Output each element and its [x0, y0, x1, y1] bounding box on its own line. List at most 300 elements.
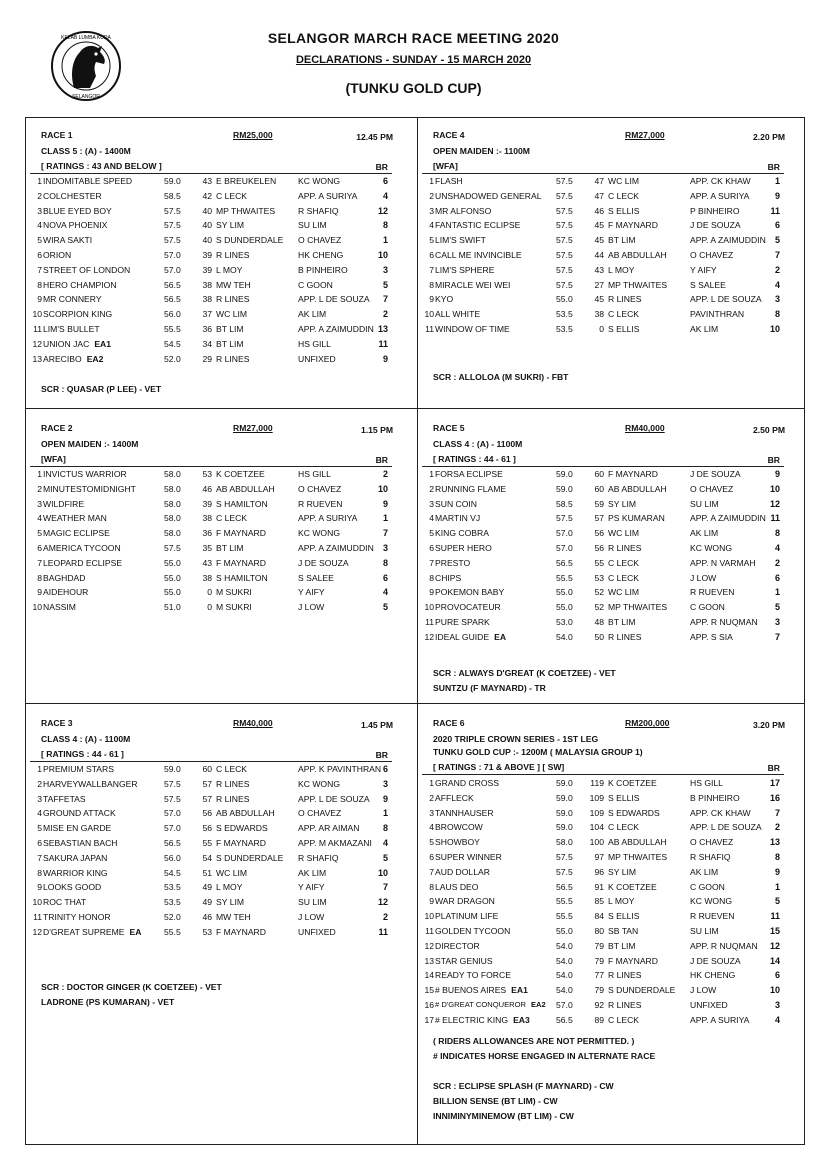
rating: 60 [202, 764, 212, 774]
trainer: SU LIM [690, 925, 719, 936]
runner-row [26, 220, 398, 235]
trainer: C GOON [298, 279, 333, 290]
race-number: RACE 6 [433, 718, 465, 728]
horse-name [435, 499, 477, 509]
runner-row [418, 970, 790, 985]
horse-name [43, 897, 86, 907]
trainer: APP. S SIA [690, 631, 733, 642]
horse-name [435, 324, 510, 334]
runner-row [418, 324, 790, 339]
horse-name-text: ARECIBO [43, 353, 82, 364]
runner-row [418, 220, 790, 235]
horse-name [435, 602, 501, 612]
jockey: S DUNDERDALE [216, 852, 284, 863]
horse-name [435, 822, 483, 832]
weight: 53.5 [164, 897, 181, 908]
horse-name [435, 528, 489, 538]
runner-row [26, 484, 398, 499]
horse-name [435, 573, 461, 583]
runner-row [418, 867, 790, 882]
runner-number: 8 [429, 279, 434, 290]
scratchings-notes [41, 982, 222, 1012]
jockey: C LECK [216, 764, 248, 774]
weight: 56.5 [556, 881, 573, 892]
rating: 38 [202, 294, 212, 305]
weight: 59.0 [556, 792, 573, 803]
horse-name [435, 587, 504, 597]
weight: 55.5 [164, 323, 181, 334]
horse-name-text: SEBASTIAN BACH [43, 837, 118, 848]
jockey: MW TEH [216, 279, 251, 290]
runner-row [418, 911, 790, 926]
runner-number: 1 [429, 176, 434, 186]
trainer: APP. A ZAIMUDDIN [298, 323, 374, 334]
note-line: ( RIDERS ALLOWANCES ARE NOT PERMITTED. ) [433, 1036, 635, 1046]
barrier-draw: 13 [377, 323, 388, 334]
horse-name-text: # ELECTRIC KING [435, 1014, 509, 1025]
runner-number: 3 [429, 498, 434, 509]
runner-row [26, 280, 398, 295]
runner-row [26, 808, 398, 823]
trainer: Y AIFY [298, 882, 325, 893]
horse-name-text: INDOMITABLE SPEED [43, 176, 133, 186]
jockey: R LINES [608, 999, 642, 1010]
runner-number: 1 [429, 778, 434, 788]
weight: 56.0 [164, 852, 181, 863]
horse-name-text: POKEMON BABY [435, 587, 505, 598]
trainer: C GOON [690, 881, 725, 892]
weight: 54.0 [556, 970, 573, 981]
jockey: R LINES [608, 294, 642, 305]
jockey: S HAMILTON [216, 572, 268, 583]
horse-name [43, 176, 132, 186]
trainer: O CHAVEZ [298, 808, 342, 819]
trainer: SU LIM [298, 220, 327, 231]
runner-number: 11 [425, 323, 434, 334]
row-divider [25, 408, 805, 409]
page-subtitle: DECLARATIONS - SUNDAY - 15 MARCH 2020 [295, 54, 532, 66]
rating: 85 [594, 896, 604, 907]
barrier-draw: 8 [774, 528, 780, 539]
jockey: R LINES [216, 778, 250, 789]
weight: 55.0 [556, 925, 573, 936]
rating: 43 [202, 176, 212, 186]
runner-number: 14 [424, 970, 434, 981]
note-line: SCR : DOCTOR GINGER (K COETZEE) - VET [41, 982, 222, 992]
horse-name-text: WAR DRAGON [435, 896, 495, 907]
trainer: APP. A SURIYA [690, 190, 750, 201]
race-class: OPEN MAIDEN :- 1100M [433, 146, 530, 156]
runner-row [418, 808, 790, 823]
rating: 77 [594, 970, 604, 981]
runner-number: 6 [429, 249, 434, 260]
jockey: K COETZEE [216, 469, 265, 479]
horse-name-text: WARRIOR KING [43, 867, 108, 878]
rating: 60 [594, 483, 604, 494]
rating: 57 [202, 778, 212, 789]
runner-number: 9 [37, 882, 42, 893]
horse-name-text: SUPER WINNER [435, 851, 502, 862]
jockey: C LECK [608, 572, 640, 583]
trainer: J LOW [690, 985, 717, 996]
trainer: APP. L DE SOUZA [690, 822, 762, 833]
rating: 97 [594, 851, 604, 862]
horse-name-text: WEATHER MAN [43, 513, 107, 524]
note-line [433, 1066, 655, 1081]
trainer: UNFIXED [298, 353, 336, 364]
trainer: C GOON [690, 602, 725, 613]
horse-name-text: WINDOW OF TIME [435, 323, 510, 334]
horse-name [43, 794, 86, 804]
rating: 91 [594, 881, 604, 892]
trainer: S SALEE [690, 279, 726, 290]
runner-number: 9 [429, 587, 434, 598]
horse-name [43, 235, 92, 245]
barrier-draw: 8 [774, 851, 780, 862]
barrier-draw: 10 [769, 323, 780, 334]
note-line: SCR : ALWAYS D'GREAT (K COETZEE) - VET [433, 668, 616, 678]
trainer: APP. A SURIYA [690, 1014, 750, 1025]
horse-name [43, 499, 84, 509]
jockey: WC LIM [608, 587, 640, 598]
header-rule [422, 466, 784, 467]
horse-name [435, 469, 503, 479]
race-time: 12.45 PM [356, 132, 393, 142]
runner-number: 3 [37, 793, 42, 804]
race-prize: RM40,000 [233, 718, 273, 728]
weight: 57.0 [556, 528, 573, 539]
jockey: F MAYNARD [216, 837, 266, 848]
trainer: KC WONG [298, 176, 341, 186]
horse-name-text: KYO [435, 294, 454, 305]
rating: 40 [202, 205, 212, 216]
weight: 57.0 [556, 999, 573, 1010]
race-class: 2020 TRIPLE CROWN SERIES - 1ST LEG [433, 734, 599, 744]
horse-name [43, 823, 111, 833]
horse-name-text: GRAND CROSS [435, 778, 499, 788]
trainer: J DE SOUZA [690, 220, 741, 231]
runner-number: 8 [37, 867, 42, 878]
trainer: PAVINTHRAN [690, 309, 745, 320]
jockey: F MAYNARD [216, 557, 266, 568]
weight: 57.5 [556, 190, 573, 201]
weight: 55.0 [556, 294, 573, 305]
runner-row [26, 838, 398, 853]
weight: 57.5 [164, 793, 181, 804]
horse-name-text: WIRA SAKTI [43, 235, 93, 246]
barrier-draw: 1 [774, 176, 780, 186]
rating: 29 [202, 353, 212, 364]
rating: 56 [202, 808, 212, 819]
jockey: AB ABDULLAH [216, 808, 275, 819]
runner-row [418, 543, 790, 558]
trainer: HK CHENG [298, 249, 344, 260]
weight: 57.0 [556, 542, 573, 553]
horse-name [435, 896, 495, 906]
runner-row [418, 778, 790, 793]
runner-row [26, 602, 398, 617]
horse-name-text: SCORPION KING [43, 309, 113, 320]
runner-number: 4 [429, 220, 434, 231]
horse-name-text: MINUTESTOMIDNIGHT [43, 483, 136, 494]
rating: 38 [202, 572, 212, 583]
weight: 57.0 [164, 808, 181, 819]
horse-name-text: DIRECTOR [435, 940, 480, 951]
horse-name [435, 617, 490, 627]
barrier-draw: 4 [774, 1014, 780, 1025]
weight: 59.0 [556, 469, 573, 479]
trainer: O CHAVEZ [298, 235, 342, 246]
rating: 35 [202, 542, 212, 553]
weight: 58.0 [556, 837, 573, 848]
horse-name-text: HARVEYWALLBANGER [43, 778, 138, 789]
runner-number: 8 [429, 881, 434, 892]
race-panel [26, 706, 398, 1007]
horse-name [43, 779, 138, 789]
horse-name-text: READY TO FORCE [435, 970, 511, 981]
race-ratings: [WFA] [41, 454, 66, 464]
rating: 38 [202, 513, 212, 524]
trainer: HS GILL [690, 778, 723, 788]
runner-row [26, 499, 398, 514]
jockey: S EDWARDS [216, 823, 268, 834]
barrier-draw: 17 [769, 778, 780, 788]
barrier-draw: 12 [377, 897, 388, 908]
weight: 55.0 [556, 602, 573, 613]
trainer: SU LIM [298, 897, 327, 908]
alternate-tag: EA1 [511, 985, 528, 996]
runner-row [418, 602, 790, 617]
scratchings-notes [433, 668, 616, 698]
horse-name-text: LIM'S SPHERE [435, 264, 495, 275]
trainer: APP. L DE SOUZA [298, 793, 370, 804]
weight: 58.0 [164, 498, 181, 509]
weight: 55.5 [556, 911, 573, 922]
race-prize: RM200,000 [625, 718, 670, 728]
barrier-draw: 1 [382, 235, 388, 246]
jockey: AB ABDULLAH [608, 483, 667, 494]
trainer: S SALEE [298, 572, 334, 583]
runner-row [418, 280, 790, 295]
weight: 53.5 [556, 309, 573, 320]
barrier-draw: 6 [382, 764, 388, 774]
trainer: APP. CK KHAW [690, 807, 751, 818]
horse-name [435, 632, 506, 642]
note-line: BILLION SENSE (BT LIM) - CW [433, 1096, 558, 1106]
barrier-draw: 5 [382, 279, 388, 290]
weight: 57.5 [164, 205, 181, 216]
logo-top-text: KELAB LUMBA KUDA [61, 35, 111, 41]
weight: 55.5 [556, 572, 573, 583]
horse-name [435, 837, 480, 847]
weight: 57.5 [556, 235, 573, 246]
runner-row [26, 558, 398, 573]
race-panel [26, 118, 398, 408]
runner-row [418, 632, 790, 647]
note-line: # INDICATES HORSE ENGAGED IN ALTERNATE RACE [433, 1051, 656, 1061]
rating: 55 [594, 557, 604, 568]
weight: 57.5 [164, 235, 181, 246]
barrier-draw: 5 [382, 852, 388, 863]
race-class: OPEN MAIDEN :- 1400M [41, 439, 139, 449]
runner-number: 5 [37, 528, 42, 539]
barrier-header: BR [375, 162, 388, 172]
rating: 38 [202, 279, 212, 290]
runner-row [418, 896, 790, 911]
runner-list [26, 176, 398, 368]
horse-name [435, 926, 510, 936]
trainer: APP. A SURIYA [298, 513, 358, 524]
runner-row [418, 956, 790, 971]
runner-number: 1 [37, 176, 42, 186]
barrier-draw: 10 [769, 985, 780, 996]
jockey: S HAMILTON [216, 498, 268, 509]
jockey: M SUKRI [216, 587, 252, 598]
rating: 27 [594, 279, 604, 290]
horse-name-text: UNION JAC [43, 338, 90, 349]
runner-row [26, 339, 398, 354]
weight: 56.5 [164, 837, 181, 848]
jockey: R LINES [608, 970, 642, 981]
barrier-draw: 1 [382, 808, 388, 819]
runner-row [418, 793, 790, 808]
barrier-draw: 9 [774, 866, 780, 877]
jockey: SY LIM [608, 866, 637, 877]
jockey: SY LIM [216, 220, 245, 231]
jockey: S ELLIS [608, 792, 640, 803]
trainer: APP. N VARMAH [690, 557, 756, 568]
runner-row [26, 823, 398, 838]
race-ratings: [ RATINGS : 44 - 61 ] [433, 454, 516, 464]
weight: 55.0 [164, 557, 181, 568]
horse-name [435, 309, 480, 319]
jockey: M SUKRI [216, 602, 252, 613]
scratchings-notes [433, 372, 568, 387]
alternate-tag: EA1 [94, 338, 112, 349]
runner-number: 15 [424, 985, 434, 996]
race-time: 2.50 PM [752, 425, 785, 435]
jockey: F MAYNARD [216, 926, 266, 937]
runner-list [418, 778, 790, 1030]
runner-number: 6 [37, 542, 42, 553]
weight: 59.0 [556, 483, 573, 494]
trainer: APP. A ZAIMUDDIN [690, 235, 766, 246]
horse-name-text: HERO CHAMPION [43, 279, 117, 290]
race-number: RACE 1 [41, 130, 73, 140]
row-divider [25, 703, 805, 704]
runner-row [26, 235, 398, 250]
runner-row [26, 324, 398, 339]
horse-name-text: SUN COIN [435, 498, 478, 509]
trainer: R SHAFIQ [298, 852, 339, 863]
runner-number: 3 [37, 498, 42, 509]
rating: 96 [594, 866, 604, 877]
barrier-draw: 13 [769, 837, 780, 848]
rating: 46 [202, 911, 212, 922]
jockey: S ELLIS [608, 911, 640, 922]
barrier-draw: 4 [774, 279, 780, 290]
rating: 45 [594, 220, 604, 231]
runner-row [418, 294, 790, 309]
horse-name-text: COLCHESTER [43, 190, 102, 201]
rating: 34 [202, 338, 212, 349]
horse-name [43, 294, 102, 304]
horse-name [435, 543, 492, 553]
rating: 47 [594, 176, 604, 186]
rating: 53 [202, 469, 212, 479]
horse-name-text: NOVA PHOENIX [43, 220, 108, 231]
trainer: HS GILL [298, 469, 331, 479]
horse-name [43, 484, 136, 494]
barrier-draw: 2 [382, 911, 388, 922]
runner-number: 12 [32, 926, 42, 937]
rating: 40 [202, 220, 212, 231]
horse-name [43, 309, 112, 319]
weight: 54.0 [556, 985, 573, 996]
runner-number: 5 [37, 823, 42, 834]
weight: 57.5 [556, 513, 573, 524]
trainer: AK LIM [298, 867, 327, 878]
horse-name [435, 191, 541, 201]
rating: 89 [594, 1014, 604, 1025]
weight: 58.0 [164, 469, 181, 479]
horse-name-text: SUPER HERO [435, 542, 492, 553]
horse-name [43, 265, 130, 275]
runner-number: 4 [37, 513, 42, 524]
barrier-draw: 2 [382, 309, 388, 320]
horse-name [43, 587, 88, 597]
rating: 39 [202, 264, 212, 275]
runner-number: 7 [37, 264, 42, 275]
barrier-draw: 2 [774, 557, 780, 568]
runner-number: 13 [32, 353, 42, 364]
jockey: R LINES [608, 542, 642, 553]
jockey: AB ABDULLAH [608, 249, 667, 260]
runner-number: 8 [37, 572, 42, 583]
horse-name [435, 882, 478, 892]
runner-number: 3 [429, 205, 434, 216]
trainer: KC WONG [690, 896, 733, 907]
horse-name-text: UNSHADOWED GENERAL [435, 190, 542, 201]
runner-row [418, 250, 790, 265]
race-ratings: [WFA] [433, 161, 458, 171]
horse-name-text: TAFFETAS [43, 793, 86, 804]
race-class-detail: TUNKU GOLD CUP :- 1200M ( MALAYSIA GROUP 1) [433, 747, 643, 757]
horse-name [435, 250, 522, 260]
rating: 0 [207, 587, 212, 598]
runner-number: 3 [37, 205, 42, 216]
horse-name-text: IDEAL GUIDE [435, 631, 490, 642]
trainer: HK CHENG [690, 970, 736, 981]
barrier-draw: 4 [382, 587, 388, 598]
horse-name [435, 911, 498, 921]
barrier-header: BR [767, 763, 780, 773]
barrier-draw: 12 [377, 205, 388, 216]
jockey: F MAYNARD [608, 955, 658, 966]
weight: 54.0 [556, 955, 573, 966]
barrier-draw: 7 [382, 882, 388, 893]
trainer: R RUEVEN [690, 911, 735, 922]
jockey: R LINES [216, 249, 250, 260]
jockey: BT LIM [608, 940, 636, 951]
jockey: AB ABDULLAH [216, 483, 275, 494]
jockey: PS KUMARAN [608, 513, 665, 524]
runner-number: 6 [37, 249, 42, 260]
horse-name [435, 220, 520, 230]
rating: 100 [589, 837, 604, 848]
runner-number: 11 [425, 925, 434, 936]
barrier-draw: 7 [774, 249, 780, 260]
